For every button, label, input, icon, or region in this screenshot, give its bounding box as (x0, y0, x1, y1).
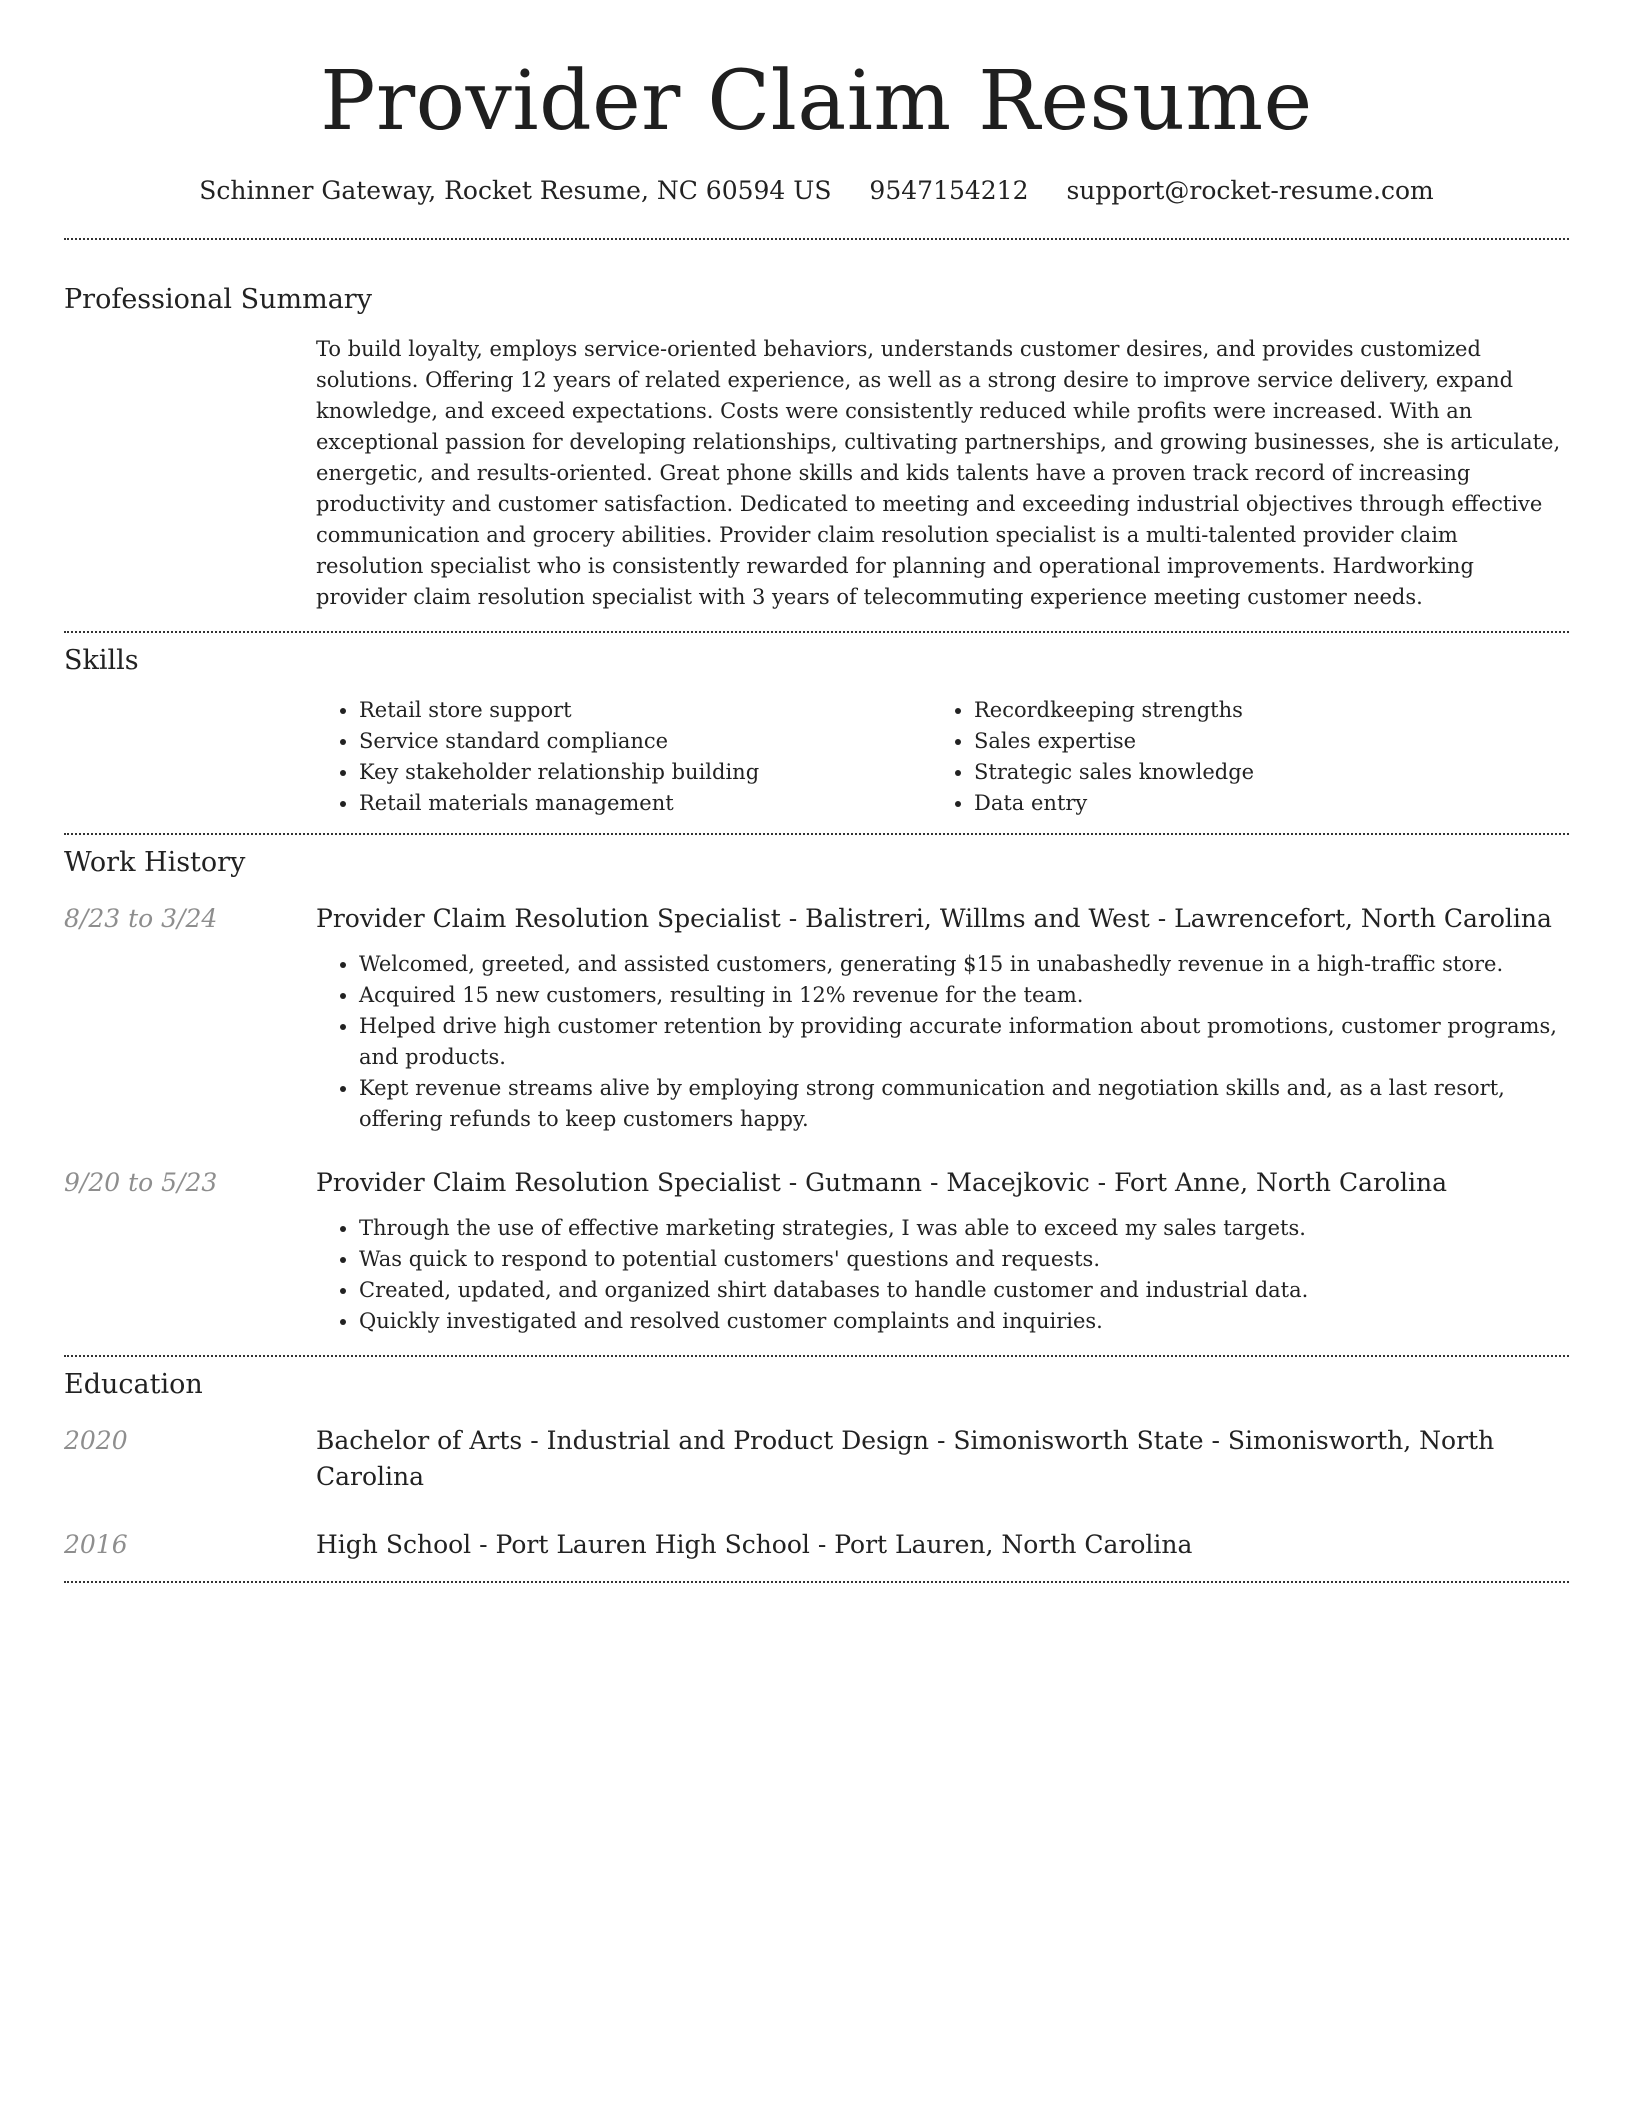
contact-line (64, 174, 1569, 208)
summary-section (64, 282, 1569, 613)
job-bullets (316, 1213, 1569, 1337)
education-year: 2016 (64, 1530, 128, 1559)
job-title (316, 901, 1569, 937)
job-title (316, 1165, 1569, 1201)
skill-item: • Strategic sales knowledge (974, 757, 1546, 788)
job-bullet: • Acquired 15 new customers, resulting in 12% revenue for the team. (359, 980, 1569, 1011)
divider (64, 1581, 1569, 1583)
education-section (64, 1367, 1569, 1563)
skill-item: • Sales expertise (974, 726, 1546, 757)
job-bullet: • Quickly investigated and resolved customer complaints and inquiries. (359, 1306, 1569, 1337)
work-title: Work History (64, 847, 246, 878)
job-role: Provider Claim Resolution Specialist (316, 1168, 781, 1197)
job-bullet: • Created, updated, and organized shirt databases to handle customer and industrial data. (359, 1275, 1569, 1306)
job-entry (64, 901, 1569, 1135)
job-bullet: • Through the use of effective marketing strategies, I was able to exceed my sales targets. (359, 1213, 1569, 1244)
job-entry (64, 1165, 1569, 1337)
education-title-line (316, 1423, 1569, 1495)
address: Schinner Gateway, Rocket Resume, NC 60594 US (199, 176, 832, 205)
education-title-line (316, 1527, 1192, 1563)
skills-left-column (316, 695, 931, 819)
summary-title: Professional Summary (64, 284, 372, 315)
work-section (64, 845, 1569, 1337)
skill-item: • Recordkeeping strengths (974, 695, 1546, 726)
education-degree: High School (316, 1530, 472, 1559)
job-company: - Gutmann - Macejkovic - Fort Anne, North Carolina (780, 1168, 1447, 1197)
job-dates: 8/23 to 3/24 (64, 904, 218, 933)
job-bullet: • Was quick to respond to potential customers' questions and requests. (359, 1244, 1569, 1275)
education-entry (64, 1527, 1569, 1563)
email: support@rocket-resume.com (1066, 176, 1434, 205)
divider (64, 833, 1569, 835)
education-entry (64, 1423, 1569, 1495)
skills-section (64, 643, 1569, 819)
skill-item: • Retail materials management (359, 788, 931, 819)
divider (64, 238, 1569, 240)
job-bullets (316, 949, 1569, 1135)
resume-title: Provider Claim Resume (320, 54, 1313, 149)
divider (64, 631, 1569, 633)
skills-right-column (931, 695, 1546, 819)
divider (64, 1355, 1569, 1357)
skill-item: • Data entry (974, 788, 1546, 819)
job-company: - Balistreri, Willms and West - Lawrencefort, North Carolina (780, 904, 1552, 933)
job-role: Provider Claim Resolution Specialist (316, 904, 781, 933)
job-bullet: • Welcomed, greeted, and assisted customers, generating $15 in unabashedly revenue in a high-traffic store. (359, 949, 1569, 980)
education-school: - Simonisworth State - Simonisworth, North Carolina (316, 1426, 1495, 1491)
phone: 9547154212 (869, 176, 1029, 205)
summary-text: To build loyalty, employs service-oriented behaviors, understands customer desires, and provides customized solutions. Offering 12 years of related experience, as well as a strong desire to improve service delivery, expand knowledge, and exceed expectations. Costs were consistently reduced while profits were increased. With an exceptional passion for developing relationships, cultivating partnerships, and growing businesses, she is articulate, energetic, and results-oriented. Great phone skills and kids talents have a proven track record of increasing productivity and customer satisfaction. Dedicated to meeting and exceeding industrial objectives through effective communication and grocery abilities. Provider claim resolution specialist is a multi-talented provider claim resolution specialist who is consistently rewarded for planning and operational improvements. Hardworking provider claim resolution specialist with 3 years of telecommuting experience meeting customer needs. (316, 337, 1561, 609)
skill-item: • Key stakeholder relationship building (359, 757, 931, 788)
education-degree: Bachelor of Arts - Industrial and Product Design (316, 1426, 929, 1455)
skills-title: Skills (64, 645, 139, 676)
education-year: 2020 (64, 1426, 128, 1455)
education-title: Education (64, 1369, 203, 1400)
education-school: - Port Lauren High School - Port Lauren, North Carolina (471, 1530, 1193, 1559)
skill-item: • Service standard compliance (359, 726, 931, 757)
job-bullet: • Kept revenue streams alive by employing strong communication and negotiation skills and, as a last resort, offering refunds to keep customers happy. (359, 1073, 1569, 1135)
job-dates: 9/20 to 5/23 (64, 1168, 218, 1197)
skills-list (316, 695, 1569, 819)
job-bullet: • Helped drive high customer retention by providing accurate information about promotions, customer programs, and products. (359, 1011, 1569, 1073)
skill-item: • Retail store support (359, 695, 931, 726)
